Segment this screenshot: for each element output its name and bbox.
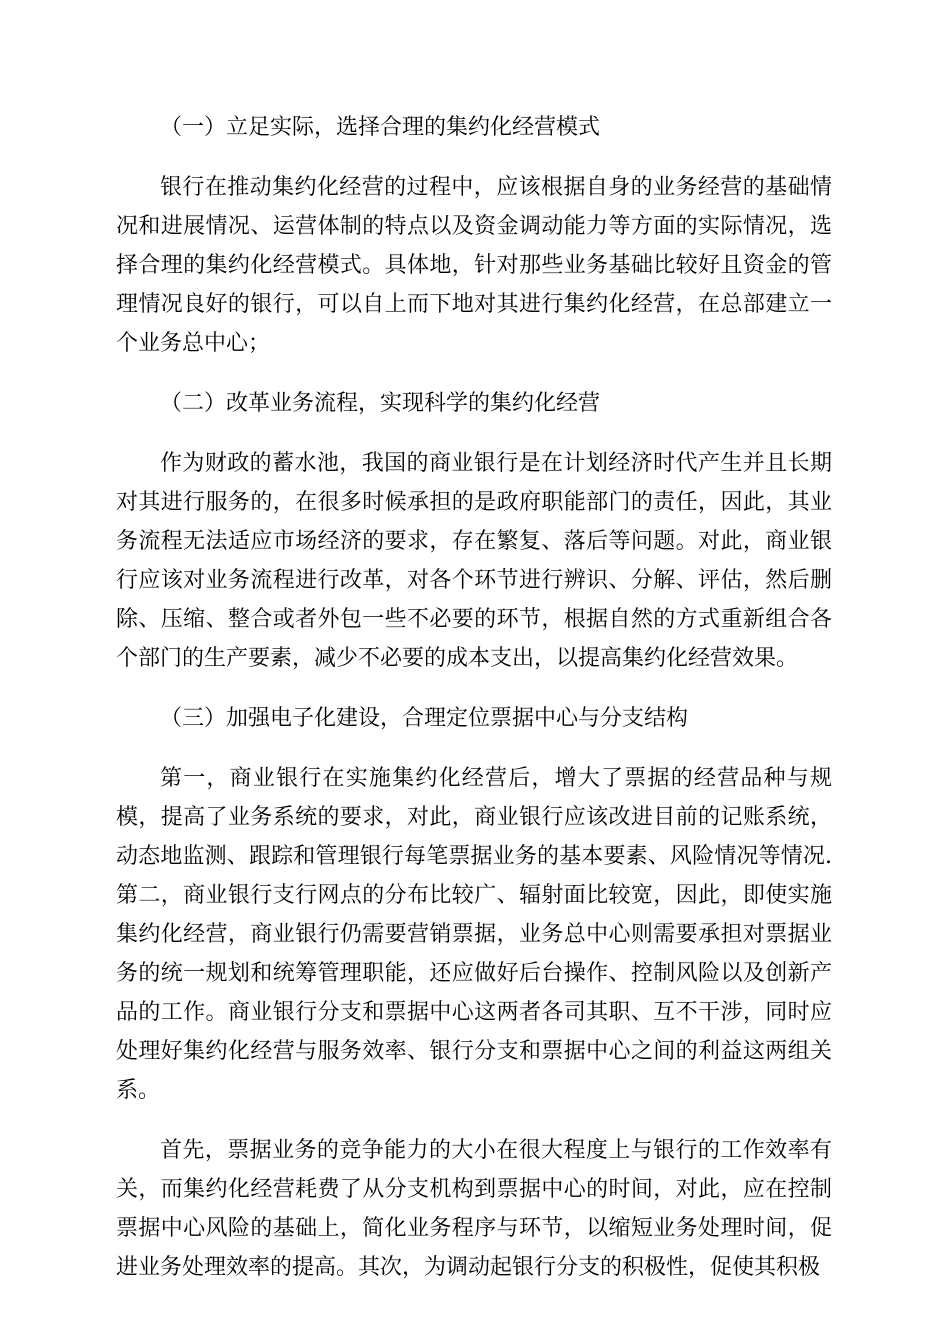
section-2-heading: （二）改革业务流程，实现科学的集约化经营 bbox=[160, 391, 601, 416]
section-1-paragraph-1: 银行在推动集约化经营的过程中，应该根据自身的业务经营的基础情况和进展情况、运营体制的特点以及资金调动能力等方面的实际情况，选择合理的集约化经营模式。具体地，针对那些业务基础比较好且资金的管理情况良好的银行，可以自上而下地对其进行集约化经营，在总部建立一个业务总中心； bbox=[116, 175, 832, 356]
section-3-heading: （三）加强电子化建设，合理定位票据中心与分支结构 bbox=[160, 706, 689, 731]
section-3-paragraph-1: 第一，商业银行在实施集约化经营后，增大了票据的经营品种与规模，提高了业务系统的要求，对此，商业银行应该改进目前的记账系统，动态地监测、跟踪和管理银行每笔票据业务的基本要素、风险情况等情况.第二，商业银行支行网点的分布比较广、辐射面比较宽，因此，即使实施集约化经营，商业银行仍需要营销票据，业务总中心则需要承担对票据业务的统一规划和统筹管理职能，还应做好后台操作、控制风险以及创新产品的工作。商业银行分支和票据中心这两者各司其职、互不干涉，同时应处理好集约化经营与服务效率、银行分支和票据中心之间的利益这两组关系。 bbox=[116, 766, 832, 1103]
section-2-paragraph-1: 作为财政的蓄水池，我国的商业银行是在计划经济时代产生并且长期对其进行服务的，在很多时候承担的是政府职能部门的责任，因此，其业务流程无法适应市场经济的要求，存在繁复、落后等问题。对此，商业银行应该对业务流程进行改革，对各个环节进行辨识、分解、评估，然后删除、压缩、整合或者外包一些不必要的环节，根据自然的方式重新组合各个部门的生产要素，减少不必要的成本支出，以提高集约化经营效果。 bbox=[116, 451, 832, 671]
document-page bbox=[116, 108, 832, 1308]
section-1-heading: （一）立足实际，选择合理的集约化经营模式 bbox=[160, 115, 601, 140]
section-3-paragraph-2: 首先，票据业务的竞争能力的大小在很大程度上与银行的工作效率有关，而集约化经营耗费了从分支机构到票据中心的时间，对此，应在控制票据中心风险的基础上，简化业务程序与环节，以缩短业务处理时间，促进业务处理效率的提高。其次，为调动起银行分支的积极性，促使其积极 bbox=[116, 1138, 832, 1280]
